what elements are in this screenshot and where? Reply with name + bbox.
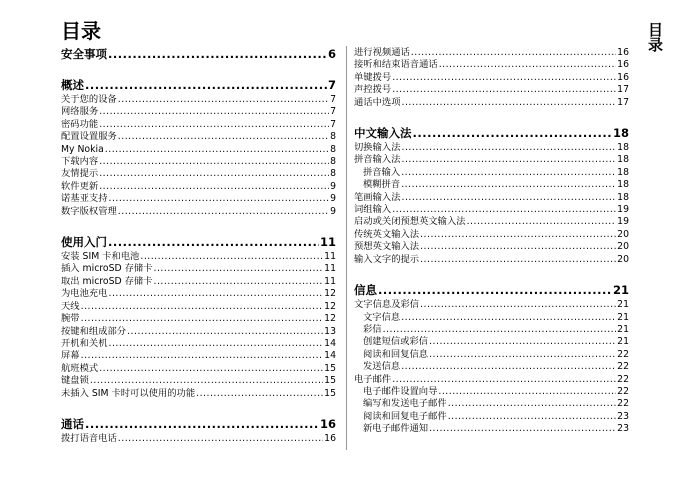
toc-page-number: 13 [324, 325, 336, 337]
toc-leader-dots [127, 326, 323, 338]
toc-page-number: 20 [617, 241, 629, 253]
toc-entry-label: 通话中选项 [354, 96, 401, 108]
toc-entry[interactable] [61, 288, 336, 300]
toc-page-number: 8 [330, 131, 336, 143]
toc-entry-label: 电子邮件 [354, 373, 392, 385]
toc-entry-label: 发送信息 [363, 361, 401, 373]
toc-entry-label: 启动或关闭预想英文输入法 [354, 216, 466, 228]
toc-page-number: 18 [617, 179, 629, 191]
toc-leader-dots [118, 433, 323, 445]
toc-entry[interactable] [61, 388, 336, 400]
toc-page-number: 8 [330, 143, 336, 155]
toc-leader-dots [118, 94, 329, 106]
toc-entry-label: 进行视频通话 [354, 47, 410, 58]
toc-leader-dots [109, 338, 324, 350]
toc-page-number: 22 [617, 348, 629, 360]
toc-entry-label: 未插入 SIM 卡时可以使用的功能 [61, 387, 196, 399]
toc-leader-dots [401, 167, 616, 179]
toc-leader-dots [90, 375, 323, 387]
toc-page-number: 18 [617, 142, 629, 154]
toc-entry-label: 编写和发送电子邮件 [363, 398, 447, 410]
toc-entry-label: 预想英文输入法 [354, 241, 420, 253]
toc-page-number: 8 [330, 168, 336, 180]
toc-entry-label: 腕带 [61, 313, 80, 325]
toc-leader-dots [401, 179, 616, 191]
toc-entry-label: 下载内容 [61, 156, 99, 168]
toc-leader-dots [108, 47, 327, 61]
toc-leader-dots [429, 336, 616, 348]
toc-leader-dots [81, 350, 324, 362]
toc-entry-label: 新电子邮件通知 [363, 423, 429, 435]
toc-leader-dots [85, 78, 327, 92]
toc-section [61, 417, 336, 445]
toc-entry[interactable] [61, 168, 336, 180]
toc-entry[interactable] [354, 84, 629, 96]
side-tab: 目录 [646, 22, 664, 52]
toc-entry-label: 键盘锁 [61, 375, 89, 387]
toc-page-number: 11 [324, 275, 336, 287]
toc-leader-dots [402, 192, 617, 204]
toc-entry[interactable] [61, 375, 336, 387]
toc-section-heading[interactable] [354, 283, 629, 297]
toc-page-number: 19 [617, 204, 629, 216]
toc-leader-dots [438, 386, 616, 398]
toc-section-heading[interactable] [61, 47, 336, 61]
toc-page-number: 6 [327, 47, 336, 61]
toc-entry-label: 数字版权管理 [61, 205, 117, 217]
toc-entry[interactable] [61, 350, 336, 362]
toc-page-number: 21 [617, 336, 629, 348]
toc-page-number: 20 [617, 228, 629, 240]
toc-entry-label: 文字信息 [363, 311, 401, 323]
toc-entry-label: 友情提示 [61, 168, 99, 180]
toc-page-number: 8 [330, 156, 336, 168]
toc-entry-label: 拨打语音电话 [61, 432, 117, 444]
toc-entry-label: 航班模式 [61, 362, 99, 374]
toc-page-number: 11 [319, 235, 336, 250]
toc-entry[interactable] [354, 142, 629, 154]
toc-section-heading[interactable] [61, 417, 336, 431]
toc-leader-dots [401, 361, 616, 373]
toc-page-number: 12 [324, 300, 336, 312]
toc-section-heading[interactable] [61, 78, 336, 92]
toc-section [354, 126, 629, 266]
toc-leader-dots [392, 374, 616, 386]
toc-leader-dots [105, 144, 329, 156]
toc-entry[interactable] [354, 254, 629, 266]
toc-section [354, 283, 629, 435]
toc-page-number: 20 [617, 253, 629, 265]
toc-page-number: 12 [324, 288, 336, 300]
toc-entry[interactable] [354, 204, 629, 216]
toc-section-heading[interactable] [354, 126, 629, 140]
toc-entry[interactable] [354, 47, 629, 59]
toc-entry-label: 中文输入法 [354, 126, 412, 141]
toc-entry-label: 笔画输入法 [354, 191, 401, 203]
toc-page-number: 16 [617, 71, 629, 83]
toc-entry[interactable] [354, 386, 629, 398]
toc-page-number: 16 [319, 416, 336, 431]
toc-entry[interactable] [354, 229, 629, 241]
toc-page-number: 21 [612, 283, 629, 298]
toc-entry[interactable] [354, 59, 629, 71]
toc-entry-label: 天线 [61, 300, 80, 312]
toc-page-number: 19 [617, 216, 629, 228]
toc-leader-dots [109, 288, 324, 300]
toc-leader-dots [448, 398, 616, 410]
toc-entry[interactable] [354, 97, 629, 109]
toc-entry[interactable] [61, 276, 336, 288]
toc-entry[interactable] [354, 72, 629, 84]
toc-entry[interactable] [354, 154, 629, 166]
toc-leader-dots [420, 229, 616, 241]
toc-leader-dots [448, 411, 616, 423]
toc-leader-dots [413, 126, 612, 140]
toc-entry-label: 关于您的设备 [61, 94, 117, 105]
toc-section [354, 47, 629, 109]
toc-entry[interactable] [61, 338, 336, 350]
toc-entry-label: 输入文字的提示 [354, 253, 420, 265]
toc-entry[interactable] [61, 206, 336, 218]
toc-entry-label: 切换输入法 [354, 142, 401, 154]
toc-leader-dots [109, 193, 330, 205]
toc-entry[interactable] [61, 119, 336, 131]
toc-entry[interactable] [354, 179, 629, 191]
toc-leader-dots [99, 181, 329, 193]
column-divider [346, 46, 347, 450]
toc-leader-dots [402, 97, 617, 109]
toc-page-number: 22 [617, 398, 629, 410]
toc-page-number: 17 [617, 84, 629, 96]
toc-entry[interactable] [61, 181, 336, 193]
toc-entry[interactable] [61, 263, 336, 275]
toc-entry-label: 电子邮件设置向导 [363, 385, 438, 397]
toc-page-number: 12 [324, 313, 336, 325]
toc-page-number: 18 [617, 191, 629, 203]
toc-entry-label: 阅读和回复电子邮件 [363, 410, 447, 422]
toc-page-number: 7 [327, 78, 336, 92]
toc-entry-label: 取出 microSD 存储卡 [61, 275, 153, 287]
toc-entry-label: 传统英文输入法 [354, 228, 420, 240]
toc-entry[interactable] [61, 106, 336, 118]
toc-page-number: 18 [612, 126, 629, 141]
toc-entry-label: 拼音输入 [363, 166, 401, 178]
toc-page-number: 7 [330, 94, 336, 105]
toc-page-number: 11 [324, 263, 336, 275]
toc-entry-label: 配置设置服务 [61, 131, 117, 143]
toc-entry-label: 创建短信或彩信 [363, 336, 429, 348]
toc-entry[interactable] [61, 193, 336, 205]
toc-page-number: 15 [324, 375, 336, 387]
toc-entry[interactable] [354, 411, 629, 423]
toc-leader-dots [402, 154, 617, 166]
toc-entry-label: 概述 [61, 78, 84, 92]
toc-entry-label: 为电池充电 [61, 288, 108, 300]
toc-leader-dots [439, 59, 616, 71]
toc-leader-dots [411, 47, 616, 59]
toc-entry-label: 文字信息及彩信 [354, 299, 420, 311]
toc-leader-dots [108, 235, 319, 249]
toc-leader-dots [140, 251, 323, 263]
toc-entry-label: 屏幕 [61, 350, 80, 362]
toc-entry-label: 词组输入 [354, 204, 392, 216]
toc-entry-label: 安装 SIM 卡和电池 [61, 251, 140, 263]
toc-entry[interactable] [354, 374, 629, 386]
toc-entry[interactable] [61, 144, 336, 156]
toc-page-number: 21 [617, 299, 629, 311]
toc-entry-label: 声控拨号 [354, 84, 392, 96]
toc-entry[interactable] [61, 363, 336, 375]
toc-page-number: 23 [617, 423, 629, 435]
toc-entry[interactable] [354, 336, 629, 348]
toc-leader-dots [154, 263, 324, 275]
toc-entry-label: 接听和结束语音通话 [354, 59, 438, 71]
toc-entry-label: 按键和组成部分 [61, 325, 127, 337]
toc-leader-dots [420, 299, 616, 311]
toc-leader-dots [420, 241, 616, 253]
toc-leader-dots [99, 119, 329, 131]
toc-page-number: 9 [330, 205, 336, 217]
toc-entry[interactable] [354, 167, 629, 179]
toc-leader-dots [378, 283, 612, 297]
toc-entry[interactable] [354, 349, 629, 361]
toc-page-number: 22 [617, 361, 629, 373]
toc-page-number: 22 [617, 385, 629, 397]
toc-page-number: 11 [324, 251, 336, 263]
toc-page-number: 9 [330, 180, 336, 192]
toc-page-number: 23 [617, 410, 629, 422]
toc-entry[interactable] [354, 192, 629, 204]
toc-entry-label: 信息 [354, 283, 377, 298]
toc-entry-label: 安全事项 [61, 47, 107, 61]
toc-section [61, 78, 336, 218]
toc-section-heading[interactable] [61, 235, 336, 249]
toc-leader-dots [429, 349, 616, 361]
toc-entry-label: 插入 microSD 存储卡 [61, 263, 153, 275]
toc-entry-label: 网络服务 [61, 106, 99, 118]
toc-leader-dots [99, 106, 329, 118]
page-title: 目录 [61, 19, 101, 43]
toc-leader-dots [392, 204, 616, 216]
toc-leader-dots [392, 72, 616, 84]
toc-page-number: 17 [617, 96, 629, 108]
toc-section [61, 47, 336, 61]
toc-leader-dots [429, 423, 616, 435]
toc-leader-dots [81, 313, 324, 325]
toc-entry-label: My Nokia [61, 143, 104, 155]
toc-page-number: 7 [330, 118, 336, 130]
toc-entry-label: 模糊拼音 [363, 179, 401, 191]
toc-page-number: 14 [324, 337, 336, 349]
toc-page-number: 18 [617, 154, 629, 166]
toc-entry-label: 开机和关机 [61, 337, 108, 349]
toc-leader-dots [402, 142, 617, 154]
toc-entry[interactable] [354, 312, 629, 324]
toc-page-number: 18 [617, 166, 629, 178]
toc-page-number: 9 [330, 193, 336, 205]
toc-page-number: 16 [617, 47, 629, 58]
toc-page-number: 21 [617, 311, 629, 323]
toc-entry[interactable] [354, 241, 629, 253]
toc-leader-dots [154, 276, 324, 288]
toc-entry[interactable] [354, 398, 629, 410]
toc-section [61, 235, 336, 400]
toc-page-number: 7 [330, 106, 336, 118]
toc-leader-dots [401, 312, 616, 324]
toc-entry[interactable] [61, 326, 336, 338]
toc-entry-label: 拼音输入法 [354, 154, 401, 166]
toc-entry[interactable] [354, 299, 629, 311]
toc-leader-dots [85, 417, 319, 431]
toc-page-number: 14 [324, 350, 336, 362]
toc-page-number: 22 [617, 373, 629, 385]
toc-entry-label: 单键拨号 [354, 71, 392, 83]
toc-page-number: 15 [324, 362, 336, 374]
toc-leader-dots [99, 363, 323, 375]
toc-page-number: 16 [324, 432, 336, 444]
toc-entry-label: 通话 [61, 416, 84, 431]
toc-entry[interactable] [354, 216, 629, 228]
toc-leader-dots [118, 131, 329, 143]
toc-entry-label: 密码功能 [61, 118, 99, 130]
toc-leader-dots [420, 254, 616, 266]
toc-leader-dots [467, 216, 617, 228]
toc-right-column [354, 47, 629, 453]
toc-left-column [61, 47, 336, 462]
toc-leader-dots [81, 301, 324, 313]
toc-entry[interactable] [354, 361, 629, 373]
toc-entry[interactable] [61, 313, 336, 325]
toc-page-number: 16 [617, 59, 629, 71]
toc-entry-label: 软件更新 [61, 180, 99, 192]
toc-leader-dots [99, 156, 329, 168]
toc-entry[interactable] [61, 156, 336, 168]
toc-entry-label: 彩信 [363, 323, 382, 335]
toc-leader-dots [99, 168, 329, 180]
toc-entry[interactable] [61, 131, 336, 143]
toc-page-number: 21 [617, 323, 629, 335]
toc-page-number: 15 [324, 387, 336, 399]
toc-leader-dots [383, 324, 617, 336]
toc-entry[interactable] [61, 433, 336, 445]
toc-entry[interactable] [354, 423, 629, 435]
toc-entry[interactable] [61, 94, 336, 106]
toc-entry-label: 诺基亚支持 [61, 193, 108, 205]
toc-leader-dots [196, 388, 323, 400]
toc-entry[interactable] [354, 324, 629, 336]
toc-entry-label: 阅读和回复信息 [363, 348, 429, 360]
toc-entry[interactable] [61, 301, 336, 313]
toc-entry-label: 使用入门 [61, 235, 107, 250]
toc-leader-dots [392, 84, 616, 96]
toc-entry[interactable] [61, 251, 336, 263]
toc-leader-dots [118, 206, 329, 218]
